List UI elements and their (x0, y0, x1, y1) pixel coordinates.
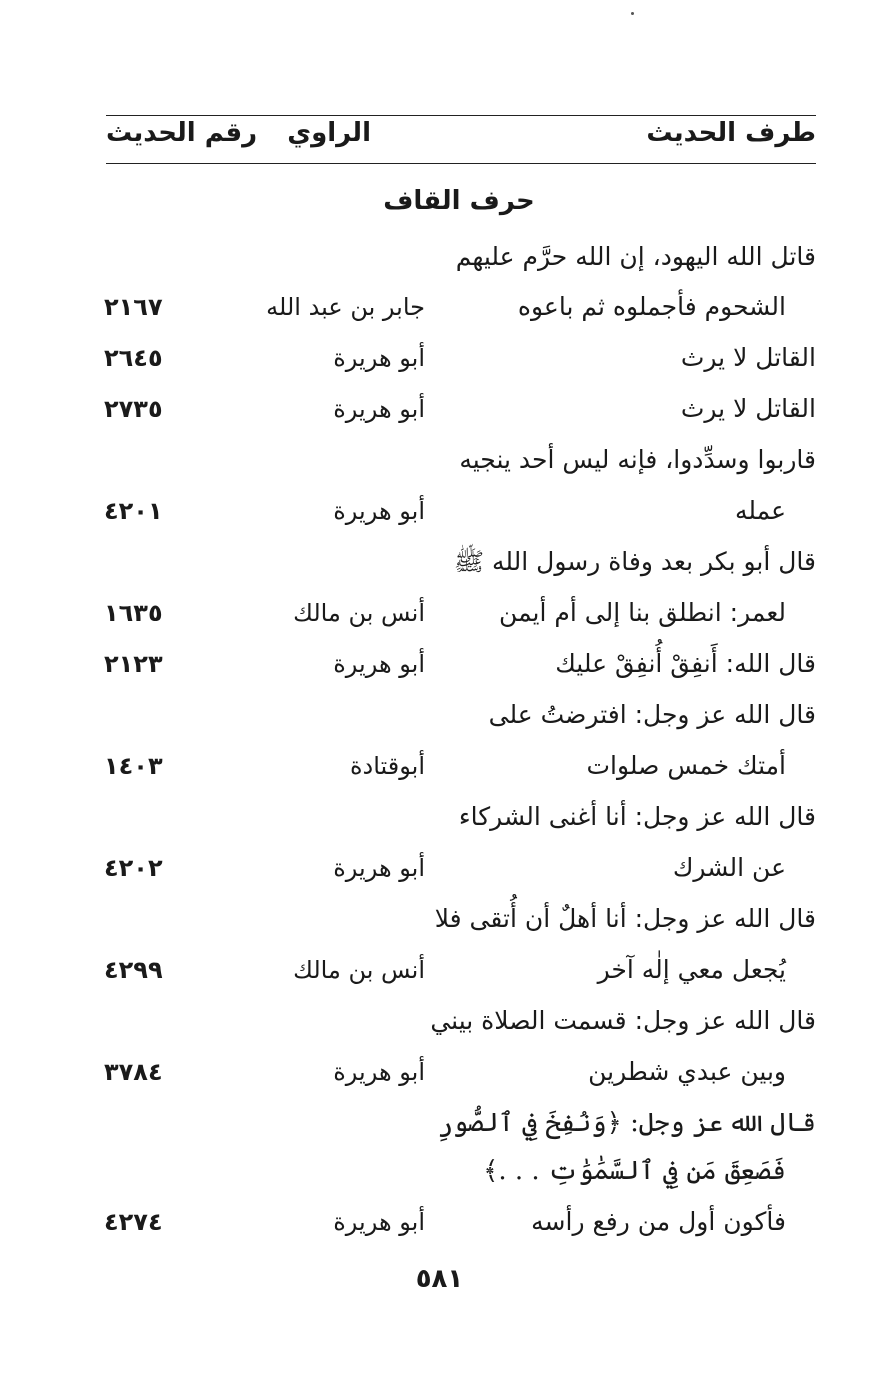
list-item (0, 1146, 873, 1196)
header-number-column: رقم الحديث (106, 118, 258, 148)
hadith-text: قاربوا وسدِّدوا، فإنه ليس أحد ينجيه (459, 445, 816, 474)
hadith-text: عمله (734, 496, 786, 525)
list-item (0, 333, 873, 383)
hadith-text: القاتل لا يرث (680, 343, 816, 372)
hadith-text: القاتل لا يرث (680, 394, 816, 423)
hadith-text: الشحوم فأجملوه ثم باعوه (517, 292, 786, 321)
list-item (0, 894, 873, 944)
narrator: أبوقتادة (349, 752, 425, 780)
header-top-rule (106, 115, 816, 116)
hadith-number: ٤٢٠١ (104, 497, 163, 525)
hadith-text: قال الله عز وجل: أنا أهلٌ أن أُتقى فلا (434, 904, 816, 933)
narrator: أنس بن مالك (293, 956, 425, 984)
hadith-number: ١٦٣٥ (104, 599, 163, 627)
list-item (0, 639, 873, 689)
narrator: أبو هريرة (333, 650, 425, 678)
hadith-text: قاتل الله اليهود، إن الله حرَّم عليهم (455, 242, 816, 271)
hadith-text: قال الله عز وجل: قسمت الصلاة بيني (430, 1006, 816, 1035)
hadith-text: أمتك خمس صلوات (586, 751, 786, 780)
hadith-text: وبين عبدي شطرين (588, 1057, 786, 1086)
header-bottom-rule (106, 163, 816, 164)
list-item (0, 537, 873, 587)
hadith-text: لعمر: انطلق بنا إلى أم أيمن (499, 598, 786, 627)
list-item (0, 282, 873, 332)
hadith-number: ٤٢٩٩ (104, 956, 163, 984)
list-item (0, 792, 873, 842)
hadith-text: يُجعل معي إلٰه آخر (597, 955, 786, 984)
narrator: أبو هريرة (333, 1208, 425, 1236)
narrator: جابر بن عبد الله (266, 293, 425, 321)
hadith-text: قال الله عز وجل: أنا أغنى الشركاء (458, 802, 816, 831)
list-item (0, 486, 873, 536)
list-item (0, 384, 873, 434)
hadith-number: ٢٦٤٥ (104, 344, 163, 372)
hadith-text: قال الله: أَنفِقْ أُنفِقْ عليك (555, 649, 816, 678)
list-item (0, 996, 873, 1046)
list-item (0, 690, 873, 740)
list-item (0, 435, 873, 485)
hadith-number: ٤٢٧٤ (104, 1208, 163, 1236)
hadith-number: ٢٧٣٥ (104, 395, 163, 423)
narrator: أبو هريرة (333, 395, 425, 423)
hadith-number: ١٤٠٣ (104, 752, 163, 780)
hadith-number: ٣٧٨٤ (104, 1058, 163, 1086)
header-narrator-column: الراوي (287, 118, 371, 148)
narrator: أنس بن مالك (293, 599, 425, 627)
hadith-text: عن الشرك (672, 853, 786, 882)
hadith-text: قال الله عز وجل: افترضتُ على (488, 700, 816, 729)
hadith-text: قال أبو بكر بعد وفاة رسول الله ﷺ (453, 547, 816, 576)
hadith-text: فأكون أول من رفع رأسه (531, 1207, 786, 1236)
hadith-number: ٢١٢٣ (104, 650, 163, 678)
list-item (0, 1197, 873, 1247)
header-hadith-column: طرف الحديث (646, 118, 816, 148)
list-item (0, 1098, 873, 1148)
narrator: أبو هريرة (333, 1058, 425, 1086)
hadith-text: فَصَعِقَ مَن فِي ٱلسَّمَٰوَٰتِ . . .﴾ (483, 1156, 786, 1186)
list-item (0, 588, 873, 638)
list-item (0, 1047, 873, 1097)
page-number: ٥٨١ (415, 1264, 464, 1294)
speck (631, 12, 634, 15)
list-item (0, 945, 873, 995)
list-item (0, 843, 873, 893)
section-title: حرف القاف (383, 186, 535, 216)
narrator: أبو هريرة (333, 497, 425, 525)
list-item (0, 232, 873, 282)
hadith-number: ٢١٦٧ (104, 293, 163, 321)
narrator: أبو هريرة (333, 854, 425, 882)
list-item (0, 741, 873, 791)
hadith-number: ٤٢٠٢ (104, 854, 163, 882)
narrator: أبو هريرة (333, 344, 425, 372)
hadith-text: قال الله عز وجل: ﴿وَنُفِخَ فِي ٱلصُّورِ (437, 1108, 816, 1138)
